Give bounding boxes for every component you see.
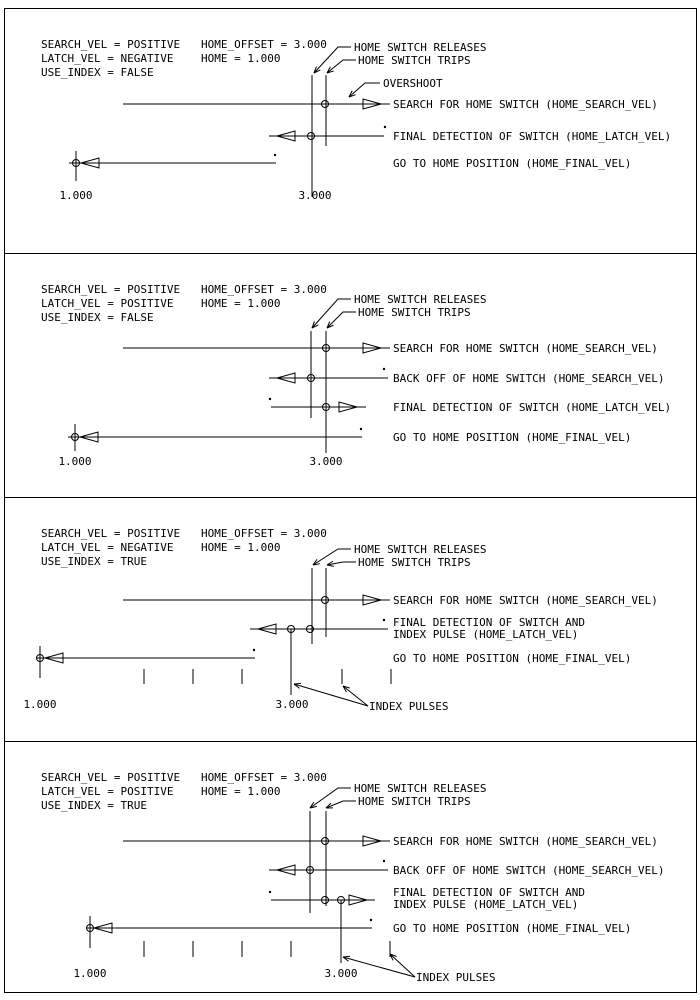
index-pulses-label: INDEX PULSES — [416, 971, 496, 984]
homing-panel-1-drawing — [5, 9, 696, 253]
axis-value: 3.000 — [298, 189, 332, 202]
param-text: SEARCH_VEL = POSITIVE — [41, 283, 181, 296]
index-pulses — [144, 900, 495, 984]
step-labels — [393, 835, 665, 935]
switch-callout-label: HOME SWITCH RELEASES — [354, 293, 487, 306]
axis-value: 1.000 — [73, 967, 107, 980]
step-label: INDEX PULSE (HOME_LATCH_VEL) — [393, 898, 579, 911]
setting-text: HOME = 1.000 — [201, 541, 281, 554]
motion-moves — [68, 343, 390, 451]
switch-callouts — [312, 293, 486, 328]
step-labels — [393, 594, 658, 665]
setting-text: HOME = 1.000 — [201, 297, 281, 310]
setting-text: HOME = 1.000 — [201, 52, 281, 65]
step-label: SEARCH FOR HOME SWITCH (HOME_SEARCH_VEL) — [393, 835, 658, 848]
setting-text: HOME_OFFSET = 3.000 — [201, 771, 327, 784]
step-label: FINAL DETECTION OF SWITCH AND — [393, 886, 586, 899]
setting-text: HOME_OFFSET = 3.000 — [201, 38, 327, 51]
parameter-block — [41, 283, 327, 324]
setting-text: HOME_OFFSET = 3.000 — [201, 283, 327, 296]
switch-lines — [310, 811, 326, 913]
axis-value: 1.000 — [23, 698, 57, 711]
step-label: FINAL DETECTION OF SWITCH AND — [393, 616, 586, 629]
switch-callout-label: HOME SWITCH TRIPS — [358, 54, 471, 67]
index-pulses-label: INDEX PULSES — [369, 700, 449, 713]
parameter-block — [41, 38, 327, 79]
diagram-frame — [4, 8, 697, 993]
axis-values — [58, 455, 342, 468]
step-labels — [393, 342, 671, 444]
param-text: LATCH_VEL = NEGATIVE — [41, 52, 174, 65]
step-label: FINAL DETECTION OF SWITCH (HOME_LATCH_VEL) — [393, 401, 672, 414]
switch-callout-label: HOME SWITCH RELEASES — [354, 782, 487, 795]
switch-callouts — [310, 782, 486, 808]
switch-callouts — [314, 41, 486, 97]
axis-values — [73, 967, 357, 980]
homing-panel-1 — [5, 9, 696, 254]
param-text: LATCH_VEL = POSITIVE — [41, 785, 174, 798]
homing-panel-4 — [5, 742, 696, 992]
overshoot-label: OVERSHOOT — [383, 77, 443, 90]
step-label: SEARCH FOR HOME SWITCH (HOME_SEARCH_VEL) — [393, 342, 658, 355]
setting-text: HOME_OFFSET = 3.000 — [201, 527, 327, 540]
param-text: USE_INDEX = TRUE — [41, 799, 147, 812]
param-text: SEARCH_VEL = POSITIVE — [41, 771, 181, 784]
param-text: USE_INDEX = TRUE — [41, 555, 147, 568]
step-label: FINAL DETECTION OF SWITCH (HOME_LATCH_VEL) — [393, 130, 672, 143]
switch-callouts — [313, 543, 486, 569]
param-text: USE_INDEX = FALSE — [41, 311, 154, 324]
homing-panel-3 — [5, 498, 696, 742]
step-label: GO TO HOME POSITION (HOME_FINAL_VEL) — [393, 652, 632, 665]
step-label: BACK OFF OF HOME SWITCH (HOME_SEARCH_VEL) — [393, 372, 665, 385]
step-label: GO TO HOME POSITION (HOME_FINAL_VEL) — [393, 922, 632, 935]
switch-callout-label: HOME SWITCH TRIPS — [358, 795, 471, 808]
step-label: INDEX PULSE (HOME_LATCH_VEL) — [393, 628, 579, 641]
switch-lines — [312, 568, 326, 644]
parameter-block — [41, 527, 327, 568]
param-text: LATCH_VEL = POSITIVE — [41, 297, 174, 310]
switch-callout-label: HOME SWITCH TRIPS — [358, 556, 471, 569]
axis-value: 1.000 — [58, 455, 92, 468]
axis-values — [23, 698, 308, 711]
motion-moves — [69, 99, 390, 181]
axis-value: 3.000 — [309, 455, 343, 468]
step-label: GO TO HOME POSITION (HOME_FINAL_VEL) — [393, 431, 632, 444]
axis-value: 3.000 — [275, 698, 309, 711]
motion-moves — [86, 836, 390, 948]
parameter-block — [41, 771, 327, 812]
switch-lines — [311, 331, 326, 453]
switch-callout-label: HOME SWITCH RELEASES — [354, 41, 487, 54]
homing-panel-3-drawing — [5, 498, 696, 741]
axis-value: 3.000 — [324, 967, 358, 980]
param-text: USE_INDEX = FALSE — [41, 66, 154, 79]
switch-callout-label: HOME SWITCH TRIPS — [358, 306, 471, 319]
param-text: LATCH_VEL = NEGATIVE — [41, 541, 174, 554]
step-label: SEARCH FOR HOME SWITCH (HOME_SEARCH_VEL) — [393, 594, 658, 607]
param-text: SEARCH_VEL = POSITIVE — [41, 38, 181, 51]
param-text: SEARCH_VEL = POSITIVE — [41, 527, 181, 540]
setting-text: HOME = 1.000 — [201, 785, 281, 798]
axis-value: 1.000 — [59, 189, 93, 202]
step-labels — [393, 98, 671, 170]
switch-callout-label: HOME SWITCH RELEASES — [354, 543, 487, 556]
homing-panel-2-drawing — [5, 254, 696, 497]
motion-moves — [37, 595, 391, 678]
step-label: GO TO HOME POSITION (HOME_FINAL_VEL) — [393, 157, 632, 170]
step-label: SEARCH FOR HOME SWITCH (HOME_SEARCH_VEL) — [393, 98, 658, 111]
step-label: BACK OFF OF HOME SWITCH (HOME_SEARCH_VEL) — [393, 864, 665, 877]
homing-panel-4-drawing — [5, 742, 696, 992]
homing-panel-2 — [5, 254, 696, 498]
axis-values — [59, 189, 331, 202]
